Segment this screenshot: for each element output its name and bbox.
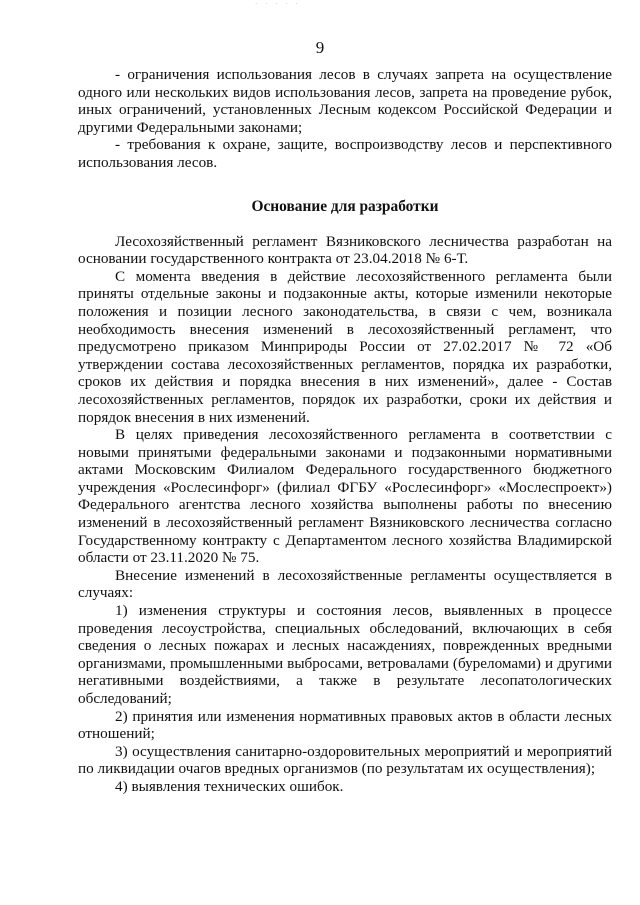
intro-item: - ограничения использования лесов в случаях запрета на осуществление одного или нескольких видов использования лесов, запрета на проведение рубок, иных ограничений, установленных Лесным кодексом Российской Федерации и другими Федеральными законами; [78, 66, 612, 136]
page-content [78, 66, 612, 796]
intro-item: - требования к охране, защите, воспроизводству лесов и перспективного использования лесов. [78, 136, 612, 171]
spacer [78, 216, 612, 233]
page-number: 9 [315, 38, 325, 57]
spacer [78, 172, 612, 198]
section-heading: Основание для разработки [251, 197, 439, 215]
body-paragraph: Внесение изменений в лесохозяйственные регламенты осуществляется в случаях: [78, 566, 612, 602]
case-item: 2) принятия или изменения нормативных правовых актов в области лесных отношений; [78, 707, 612, 743]
case-item: 3) осуществления санитарно-оздоровительных мероприятий и мероприятий по ликвидации очагов вредных организмов (по результатам их осуществления); [78, 742, 612, 778]
scan-artifact-marks: · · · · · [255, 0, 301, 8]
body-paragraph: В целях приведения лесохозяйственного регламента в соответствии с новыми принятыми федеральными законами и подзаконными нормативными актами Московским Филиалом Федерального государственного бюджетного учреждения «Рослесинфорг» (филиал ФГБУ «Рослесинфорг» «Мослеспроект») Федерального агентства лесного хозяйства выполнены работы по внесению изменений в лесохозяйственный регламент Вязниковского лесничества согласно Государственному контракту с Департаментом лесного хозяйства Владимирской области от 23.11.2020 № 75. [78, 426, 612, 567]
case-item: 4) выявления технических ошибок. [115, 777, 344, 795]
case-item: 1) изменения структуры и состояния лесов, выявленных в процессе проведения лесоустройства, специальных обследований, включающих в себя сведения о лесных пожарах и лесных насаждениях, поврежденных вредными организмами, промышленными выбросами, ветровалами (буреломами) и другими негативными воздействиями, а также в результате лесопатологических обследований; [78, 602, 612, 707]
body-paragraph: Лесохозяйственный регламент Вязниковского лесничества разработан на основании государственного контракта от 23.04.2018 № 6-Т. [78, 232, 612, 268]
body-paragraph: С момента введения в действие лесохозяйственного регламента были приняты отдельные законы и подзаконные акты, которые изменили некоторые положения и позиции лесного законодательства, в связи с чем, возникала необходимость внесения изменений в лесохозяйственный регламент, что предусмотрено приказом Минприроды России от 27.02.2017 № 72 «Об утверждении состава лесохозяйственных регламентов, порядка их разработки, сроков их действия и порядка внесения в них изменений», далее - Состав лесохозяйственных регламентов, порядок их разработки, сроки их действия и порядок внесения в них изменений. [78, 267, 612, 426]
